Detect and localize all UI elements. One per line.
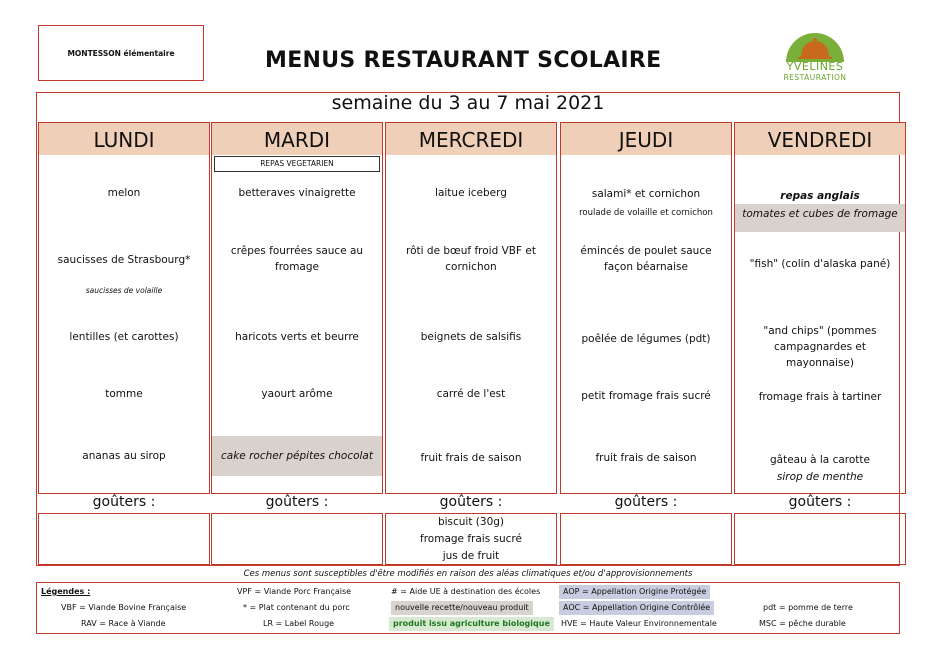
vegetarian-tag: REPAS VEGETARIEN [214, 156, 380, 172]
legend-label-rouge: LR = Label Rouge [263, 619, 335, 628]
legend-porc: * = Plat contenant du porc [243, 603, 350, 612]
legend-aop: AOP = Appellation Origine Protégée [559, 585, 710, 599]
menu-item: laitue iceberg [435, 187, 507, 199]
logo-dome-icon [770, 28, 860, 62]
menu-item: crêpes fourrées sauce au fromage [230, 245, 364, 273]
snack-label: goûters : [92, 494, 156, 510]
school-name: MONTESSON élémentaire [67, 48, 175, 58]
menu-item: melon [107, 187, 141, 199]
snack-box-mercredi [385, 513, 557, 565]
menu-item: salami* et cornichon [591, 188, 701, 200]
snack-label: goûters : [614, 494, 678, 510]
menu-item: fromage frais à tartiner [758, 391, 882, 403]
logo-line2: RESTAURATION [783, 73, 847, 82]
menu-item: fruit frais de saison [595, 452, 697, 464]
legend-aide-ue: # = Aide UE à destination des écoles [391, 587, 541, 596]
snack-item: fromage frais sucré [420, 533, 522, 545]
snack-box-jeudi [560, 513, 732, 565]
day-header: MERCREDI [386, 123, 556, 155]
legend-vpf: VPF = Viande Porc Française [237, 587, 352, 596]
menu-item: haricots verts et beurre [235, 331, 359, 343]
legend-pdt: pdt = pomme de terre [763, 603, 853, 612]
snack-box-mardi [211, 513, 383, 565]
menu-item: yaourt arôme [261, 388, 333, 400]
day-header: JEUDI [561, 123, 731, 155]
legend-hve: HVE = Haute Valeur Environnementale [561, 619, 717, 628]
day-column-mardi [211, 122, 383, 494]
snack-item: biscuit (30g) [437, 516, 505, 528]
disclaimer-notice: Ces menus sont susceptibles d'être modifiés en raison des aléas climatiques et/ou d'approvisionnements [243, 569, 693, 579]
logo-line1: YVELINES [786, 60, 844, 73]
legend-rav: RAV = Race à Viande [81, 619, 166, 628]
day-column-mercredi [385, 122, 557, 494]
legend-title: Légendes : [41, 587, 91, 596]
snack-item: jus de fruit [442, 550, 500, 562]
legend-msc: MSC = pêche durable [759, 619, 846, 628]
menu-item: "and chips" (pommes campagnardes et mayonnaise) [763, 325, 877, 369]
page-title: MENUS RESTAURANT SCOLAIRE [265, 48, 662, 73]
yvelines-restauration-logo [770, 28, 860, 86]
snack-label: goûters : [439, 494, 503, 510]
week-title: semaine du 3 au 7 mai 2021 [331, 92, 605, 114]
day-column-vendredi [734, 122, 906, 494]
menu-item: petit fromage frais sucré [581, 390, 711, 402]
menu-item: ananas au sirop [82, 450, 166, 462]
snack-label: goûters : [788, 494, 852, 510]
menu-item: gâteau à la carotte [770, 454, 870, 466]
menu-item: émincés de poulet sauce façon béarnaise [580, 245, 712, 273]
menu-item: betteraves vinaigrette [238, 187, 356, 199]
legend-box [36, 582, 900, 634]
day-column-jeudi [560, 122, 732, 494]
legend-vbf: VBF = Viande Bovine Française [61, 603, 187, 612]
menu-item: lentilles (et carottes) [69, 331, 179, 343]
menu-item: fruit frais de saison [420, 452, 522, 464]
menu-item: rôti de bœuf froid VBF et cornichon [406, 245, 536, 273]
menu-item-alternative: saucisses de volaille [85, 286, 163, 295]
day-header: VENDREDI [735, 123, 905, 155]
legend-bio: produit issu agriculture biologique [389, 617, 554, 631]
menu-item: saucisses de Strasbourg* [57, 254, 191, 266]
menu-item: beignets de salsifis [420, 331, 522, 343]
menu-item: tomme [105, 388, 143, 400]
day-column-lundi [38, 122, 210, 494]
snack-label: goûters : [265, 494, 329, 510]
menu-item: sirop de menthe [776, 471, 864, 483]
menu-item-alternative: roulade de volaille et cornichon [579, 208, 713, 218]
menu-theme: repas anglais [780, 190, 860, 202]
menu-item: "fish" (colin d'alaska pané) [749, 258, 891, 270]
snack-box-lundi [38, 513, 210, 565]
menu-item-new-recipe: tomates et cubes de fromage [735, 204, 905, 232]
legend-aoc: AOC = Appellation Origine Contrôlée [559, 601, 714, 615]
day-header: LUNDI [39, 123, 209, 155]
school-name-box [38, 25, 204, 81]
menu-item-new-recipe: cake rocher pépites chocolat [212, 436, 382, 476]
menu-item: carré de l'est [436, 388, 506, 400]
menu-item: poêlée de légumes (pdt) [581, 333, 711, 345]
legend-new-recipe: nouvelle recette/nouveau produit [391, 601, 533, 615]
snack-box-vendredi [734, 513, 906, 565]
day-header: MARDI [212, 123, 382, 155]
